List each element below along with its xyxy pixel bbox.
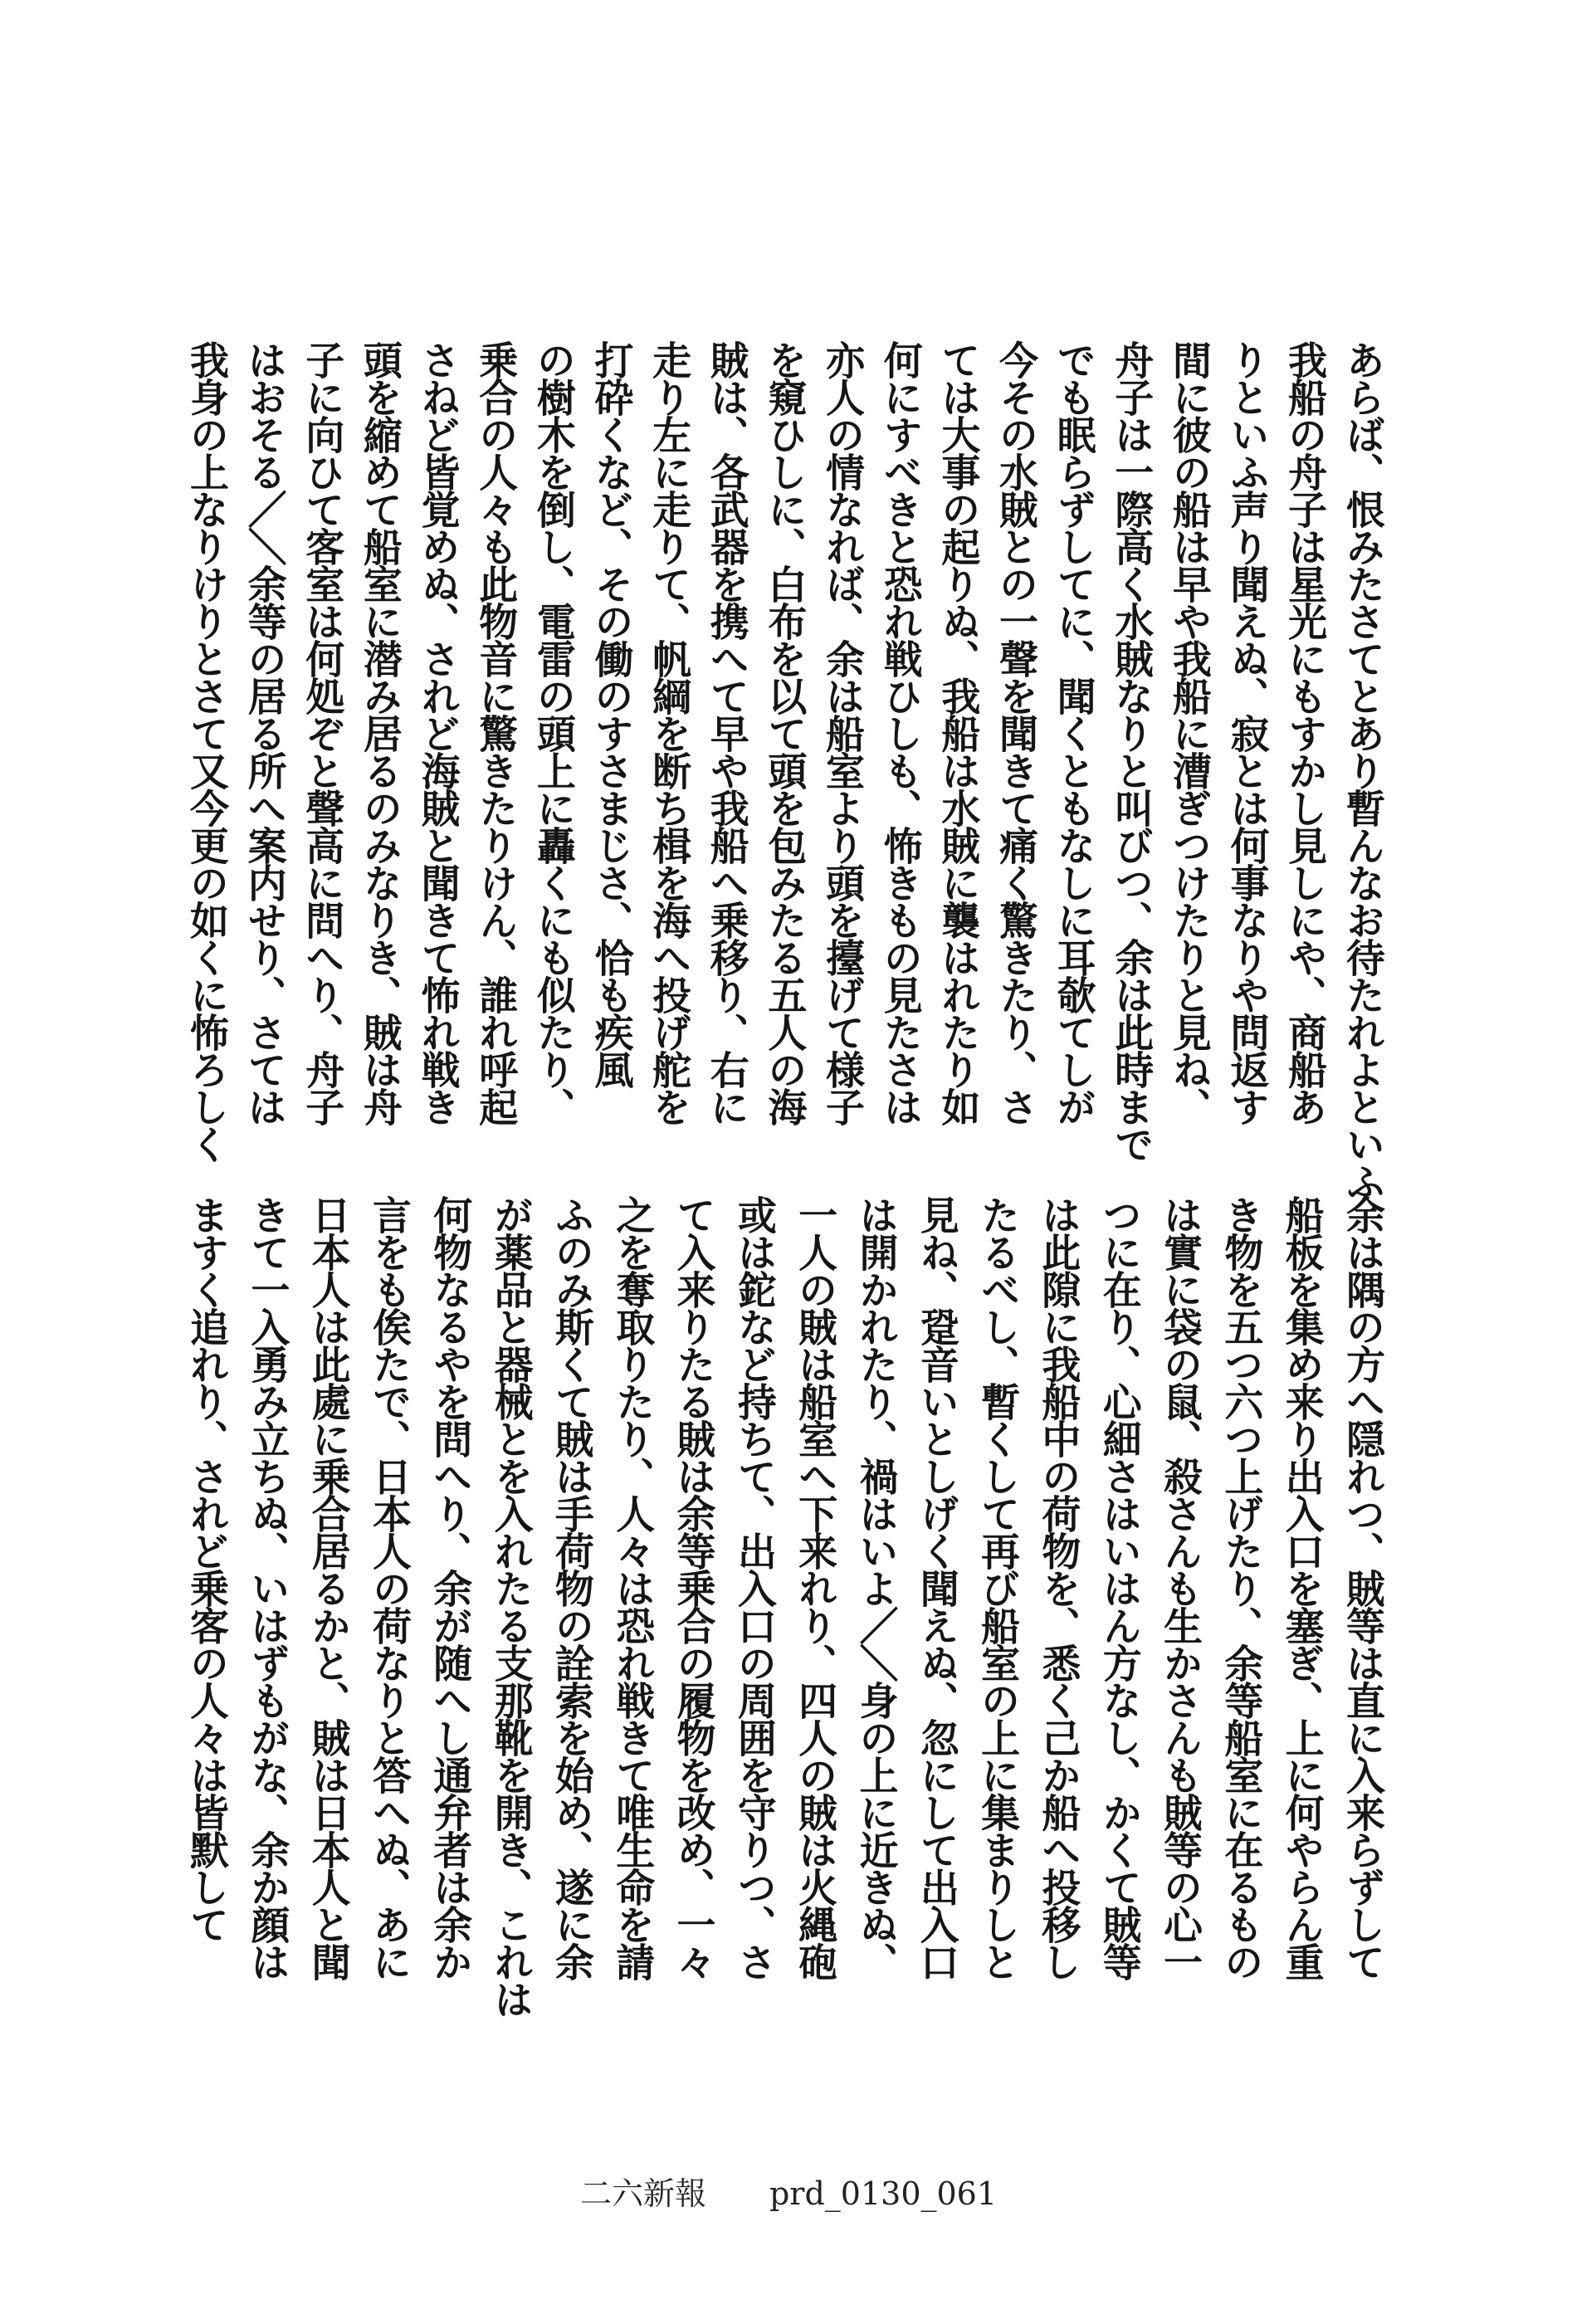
bottom-text-column: 或は鉈など持ちて、出入口の周囲を守りつ、さ xyxy=(730,1195,777,1980)
bottom-text-column: 日本人は此處に乗合居るかと、賊は日本人と聞 xyxy=(305,1195,351,1980)
top-text-column: 間に彼の船は早や我船に漕ぎつけたりと見ね、 xyxy=(1165,340,1212,1125)
top-text-column: の樹木を倒し、電雷の頭上に轟くにも似たり、 xyxy=(530,340,576,1125)
top-text-column: 走り左に走りて、帆綱を断ち楫を海へ投げ舵を xyxy=(646,340,692,1125)
top-text-column: あらば、恨みたさてとあり暫んなお待たれよといふ xyxy=(1339,340,1385,1199)
bottom-text-column: つに在り、心細さはいはん方なし、かくて賊等 xyxy=(1096,1195,1142,1980)
bottom-text-column: 船板を集め来り出入口を塞ぎ、上に何やらん重 xyxy=(1278,1195,1325,1980)
top-text-column: 我船の舟子は星光にもすかし見しにや、商船あ xyxy=(1282,340,1328,1125)
bottom-text-column: たるべし、暫くして再び船室の上に集まりしと xyxy=(974,1195,1021,1980)
top-text-column: さねど皆覚めぬ、されど海賊と聞きて怖れ戦き xyxy=(414,340,461,1125)
bottom-text-column: 言をも俟たで、日本人の荷なりと答へぬ、あに xyxy=(365,1195,412,1980)
bottom-text-column: て入来りたる賊は余等乗合の履物を改め、一々 xyxy=(670,1195,716,1980)
bottom-text-column: 何物なるやを問へり、余が随へし通弁者は余か xyxy=(427,1195,473,1980)
bottom-text-column: きて一入勇み立ちぬ、いはずもがな、余か顔は xyxy=(244,1195,290,1980)
top-text-column: ては大事の起りぬ、我船は水賊に襲はれたり如 xyxy=(935,340,981,1125)
top-text-block xyxy=(183,340,1385,1199)
bottom-text-column: は開かれたり、禍はいよ／＼身の上に近きぬ、 xyxy=(852,1195,899,1980)
top-text-column: 今その水賊との一聲を聞きて痛く驚きたり、さ xyxy=(992,340,1038,1125)
top-text-column: 乗合の人々も此物音に驚きたりけん、誰れ呼起 xyxy=(472,340,519,1125)
top-text-column: 我身の上なりけりとさて又今更の如くに怖ろしく xyxy=(183,340,229,1162)
bottom-text-column: は實に袋の鼠、殺さんも生かさんも賊等の心一 xyxy=(1157,1195,1203,1980)
top-text-column: 打砕くなど、その働のすさまじさ、恰も疾風 xyxy=(588,340,634,1087)
bottom-text-column: き物を五つ六つ上げたり、余等船室に在るもの xyxy=(1218,1195,1264,1980)
top-text-column: りといふ声り聞えぬ、寂とは何事なりや問返す xyxy=(1223,340,1270,1125)
bottom-text-column: 之を奪取りたり、人々は恐れ戦きて唯生命を請 xyxy=(609,1195,656,1980)
page-footer: 二六新報 prd_0130_061 xyxy=(579,2175,998,2212)
top-text-column: はおそる／＼余等の居る所へ案内せり、さては xyxy=(241,340,287,1125)
bottom-text-column: ふのみ斯くて賊は手荷物の詮索を始め、遂に余 xyxy=(548,1195,594,1980)
top-text-column: 何にすべきと恐れ戦ひしも、怖きもの見たさは xyxy=(876,340,923,1125)
top-text-column: 頭を縮めて船室に潜み居るのみなりき、賊は舟 xyxy=(356,340,403,1125)
top-text-column: 子に向ひて客室は何処ぞと聲高に問へり、舟子 xyxy=(299,340,345,1125)
bottom-text-column: が薬品と器械とを入れたる支那靴を開き、これは xyxy=(487,1195,534,2017)
top-text-column: 亦人の情なれば、余は船室より頭を擡げて様子 xyxy=(819,340,866,1125)
bottom-text-column: は此隙に我船中の荷物を、悉く己か船へ投移し xyxy=(1035,1195,1081,1980)
top-text-column: 舟子は一際高く水賊なりと叫びつ、余は此時まで xyxy=(1108,340,1155,1162)
top-text-column: 賊は、各武器を携へて早や我船へ乗移り、右に xyxy=(703,340,749,1125)
bottom-text-column: 見ね、跫音いとしげく聞えぬ、忽にして出入口 xyxy=(913,1195,959,1980)
bottom-text-column: 一人の賊は船室へ下来れり、四人の賊は火縄砲 xyxy=(792,1195,838,1980)
top-text-column: を窺ひしに、白布を以て頭を包みたる五人の海 xyxy=(761,340,808,1125)
bottom-text-column: ますく追れり、されど乗客の人々は皆默して xyxy=(183,1195,229,1942)
bottom-text-block xyxy=(183,1195,1385,2017)
top-text-column: でも眠らずしてに、聞くともなしに耳欹てしが xyxy=(1050,340,1096,1125)
bottom-text-column: 余は隅の方へ隠れつ、賊等は直に入来らずして xyxy=(1339,1195,1385,1980)
